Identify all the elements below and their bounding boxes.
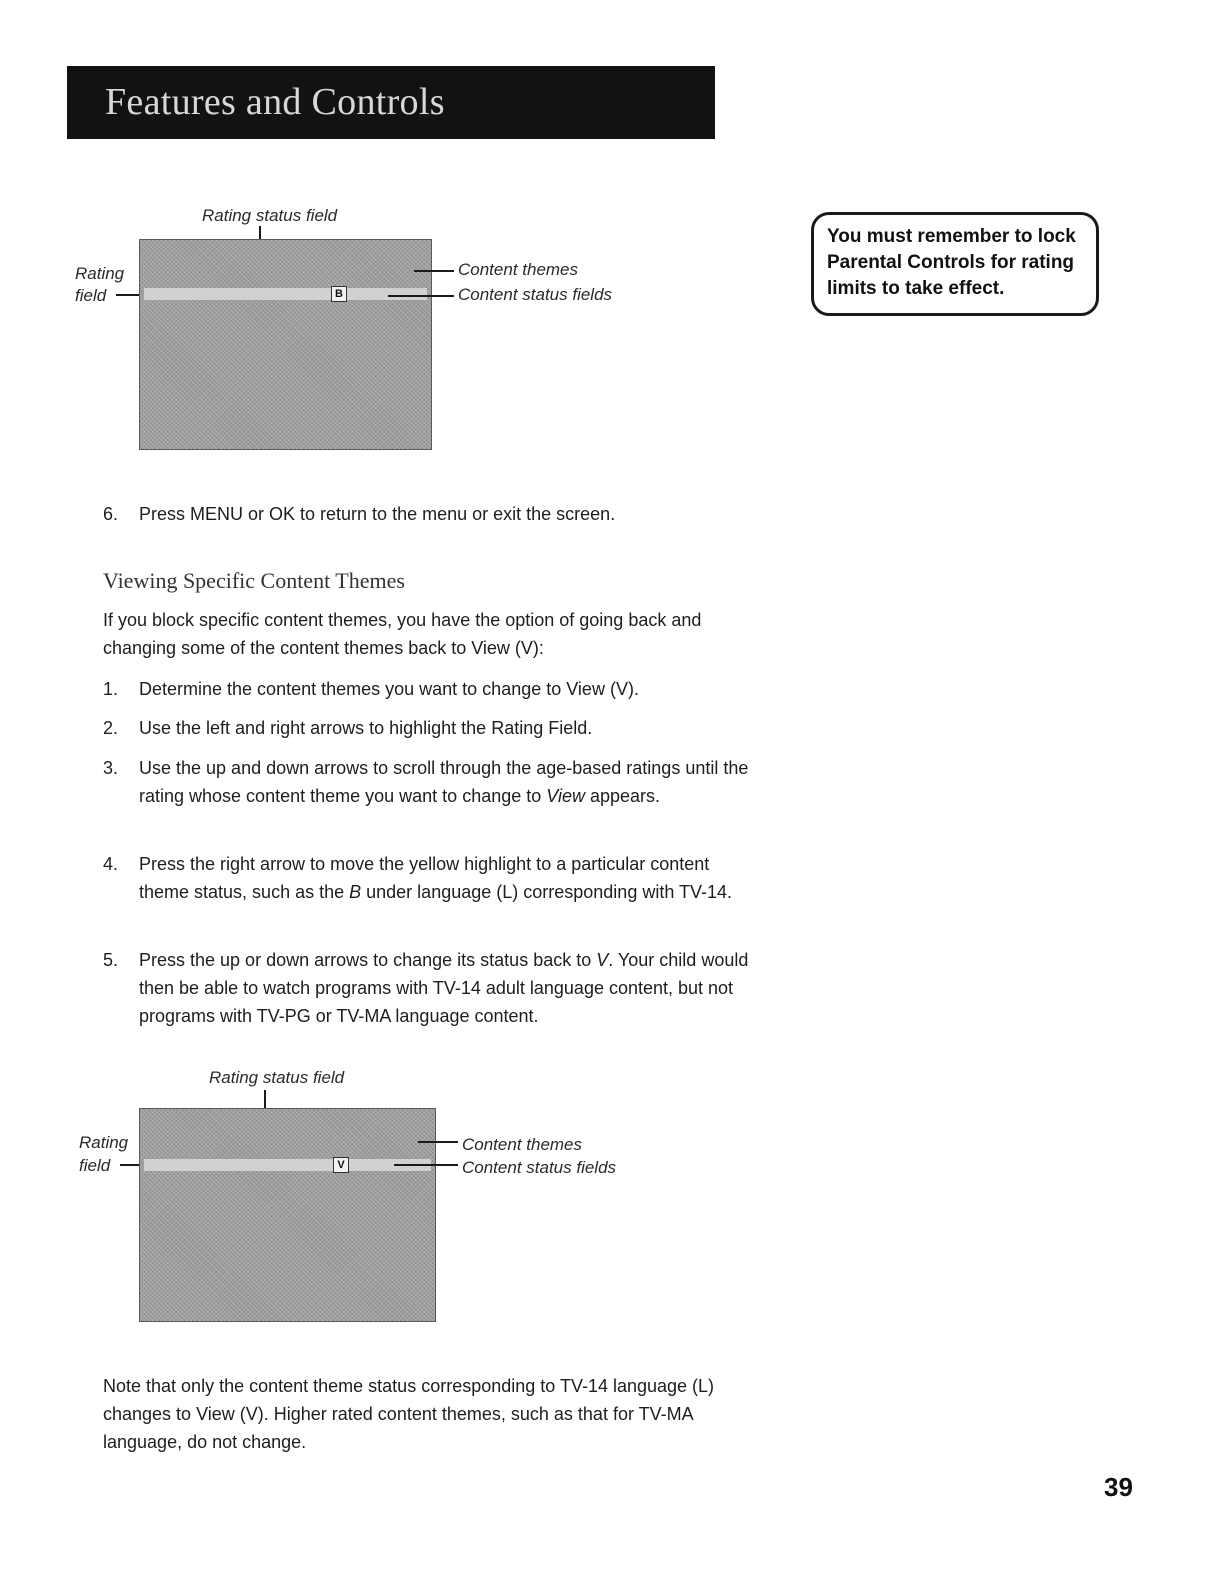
section-header-bar — [67, 66, 715, 139]
figure2-highlight-row — [144, 1159, 431, 1171]
step-2 — [103, 714, 763, 742]
step-1 — [103, 675, 763, 703]
step-5 — [103, 946, 763, 1030]
figure2-label-field: field — [79, 1156, 111, 1175]
figure1-tv-screen — [139, 239, 432, 450]
step-2-number: 2. — [103, 718, 119, 738]
step-6 — [103, 500, 763, 528]
step-4 — [103, 850, 763, 906]
step-3-text-b: appears. — [584, 786, 661, 806]
note-paragraph: Note that only the content theme status corresponding to TV-14 language (L) changes to View (V). Higher rated content themes, such as that for TV-MA language, do not change. — [103, 1376, 715, 1452]
step-3-text-a: Use the up and down arrows to scroll through the age-based ratings until the rating whose content theme you want to change to — [139, 758, 749, 806]
figure2-tv-screen — [139, 1108, 436, 1322]
figure2-leader-content-themes — [418, 1141, 458, 1143]
step-6-text: Press MENU or OK to return to the menu or exit the screen. — [139, 504, 616, 524]
figure1-highlight-row — [144, 288, 427, 300]
figure2-label-content-themes: Content themes — [462, 1135, 583, 1154]
section-title: Features and Controls — [105, 81, 445, 123]
step-3 — [103, 754, 763, 810]
figure2-caption-rating-status-field: Rating status field — [209, 1068, 345, 1087]
figure1-label-content-themes: Content themes — [458, 260, 579, 279]
step-4-text-a: Press the right arrow to move the yellow highlight to a particular content theme status, such as the — [139, 854, 710, 902]
step-3-text — [103, 754, 763, 810]
step-3-text-em: View — [546, 786, 585, 806]
step-6-number: 6. — [103, 504, 119, 524]
step-3-number: 3. — [103, 758, 119, 778]
figure2-label-rating: Rating — [79, 1133, 129, 1152]
figure2-leader-content-status — [394, 1164, 458, 1166]
step-5-text-em: V — [596, 950, 609, 970]
section-heading: Viewing Specific Content Themes — [103, 568, 405, 593]
figure1-leader-content-themes — [414, 270, 454, 272]
figure1-label-content-status: Content status fields — [458, 285, 613, 304]
section-intro: If you block specific content themes, you have the option of going back and changing some of the content themes back to View (V): — [103, 610, 702, 658]
step-1-number: 1. — [103, 679, 119, 699]
step-4-text-em: B — [349, 882, 362, 902]
figure1-label-field: field — [75, 286, 107, 305]
figure1-status-box: B — [331, 286, 347, 302]
step-5-text — [103, 946, 763, 1030]
step-5-text-a: Press the up or down arrows to change its status back to — [139, 950, 597, 970]
step-2-text: Use the left and right arrows to highlight the Rating Field. — [139, 718, 593, 738]
step-4-text-b: under language (L) corresponding with TV-14. — [361, 882, 733, 902]
step-5-number: 5. — [103, 950, 119, 970]
figure1-leader-content-status — [388, 295, 454, 297]
figure1-caption-rating-status-field: Rating status field — [202, 206, 338, 225]
page-number: 39 — [1104, 1472, 1133, 1502]
step-4-number: 4. — [103, 854, 119, 874]
figure2-status-box: V — [333, 1157, 349, 1173]
callout-text: You must remember to lock Parental Controls for rating limits to take effect. — [827, 226, 1076, 299]
step-5-text-b: . Your child would then be able to watch programs with TV-14 adult language content, but not programs with TV-PG or TV-MA language content. — [139, 950, 749, 1026]
callout-box — [811, 212, 1099, 316]
figure2-label-content-status: Content status fields — [462, 1158, 617, 1177]
figure1-label-rating: Rating — [75, 264, 125, 283]
step-1-text: Determine the content themes you want to change to View (V). — [139, 679, 639, 699]
step-4-text — [103, 850, 763, 906]
